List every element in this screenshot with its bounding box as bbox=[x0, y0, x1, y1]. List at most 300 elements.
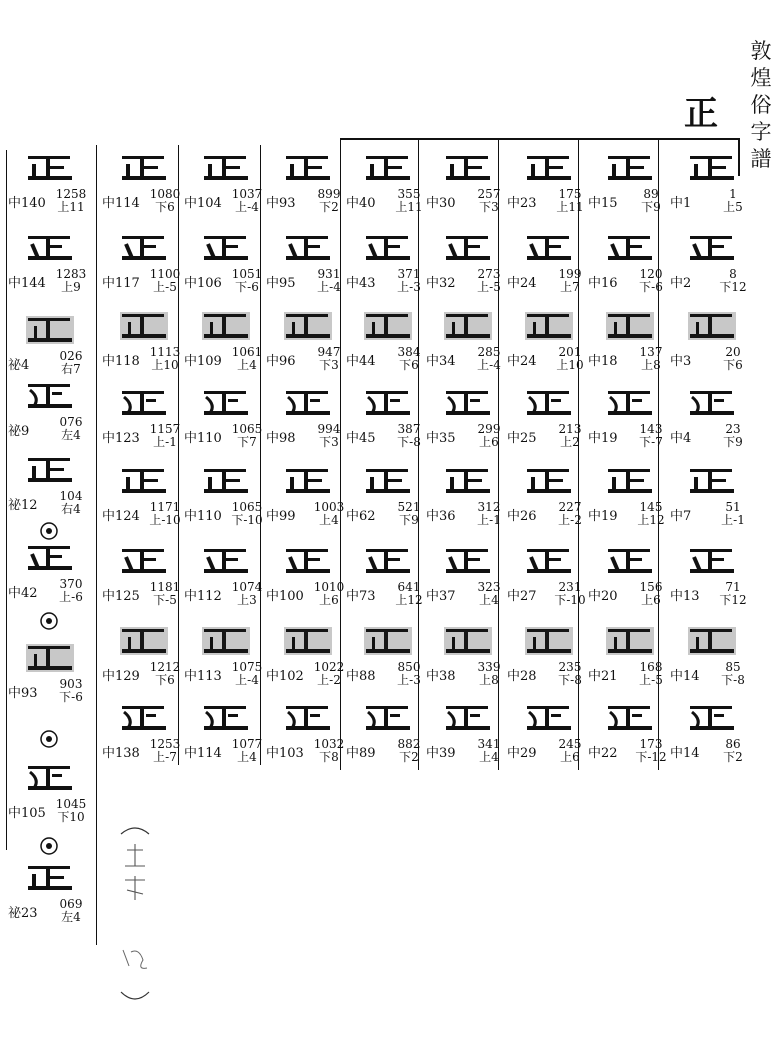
glyph-entry bbox=[102, 230, 184, 306]
glyph-entry bbox=[426, 385, 508, 461]
source-reference bbox=[588, 268, 670, 298]
source-reference bbox=[184, 501, 266, 531]
line-number: 641 bbox=[397, 580, 421, 594]
position-code: 左4 bbox=[61, 428, 81, 442]
location-number bbox=[716, 661, 750, 687]
line-number: 1045 bbox=[55, 797, 87, 811]
manuscript-id: 中22 bbox=[588, 746, 618, 761]
variant-glyph-image bbox=[358, 150, 416, 184]
source-reference bbox=[588, 581, 670, 611]
manuscript-id: 中105 bbox=[8, 806, 46, 821]
position-code: 下-6 bbox=[59, 690, 83, 704]
manuscript-id: 中109 bbox=[184, 354, 222, 369]
line-number: 339 bbox=[477, 660, 501, 674]
source-reference bbox=[8, 268, 90, 298]
manuscript-id: 中93 bbox=[266, 196, 296, 211]
location-number bbox=[716, 268, 750, 294]
column-rule bbox=[6, 150, 7, 850]
location-number bbox=[54, 350, 88, 376]
manuscript-id: 中3 bbox=[670, 354, 692, 369]
variant-glyph-image bbox=[438, 308, 496, 342]
source-reference bbox=[426, 346, 508, 376]
source-reference bbox=[426, 268, 508, 298]
variant-glyph-image bbox=[438, 543, 496, 577]
position-code: 下-12 bbox=[635, 750, 667, 764]
position-code: 上4 bbox=[237, 750, 257, 764]
glyph-entry bbox=[507, 700, 589, 776]
source-reference bbox=[8, 490, 90, 520]
glyph-entry bbox=[670, 623, 752, 699]
location-number bbox=[472, 346, 506, 372]
location-number bbox=[392, 423, 426, 449]
line-number: 120 bbox=[639, 267, 663, 281]
position-code: 上11 bbox=[57, 200, 85, 214]
variant-glyph-image bbox=[358, 230, 416, 264]
location-number bbox=[392, 661, 426, 687]
source-reference bbox=[507, 268, 589, 298]
variant-glyph-image bbox=[358, 308, 416, 342]
location-number bbox=[230, 501, 264, 527]
glyph-entry bbox=[670, 385, 752, 461]
location-number bbox=[312, 581, 346, 607]
line-number: 931 bbox=[317, 267, 341, 281]
glyph-entry bbox=[346, 230, 428, 306]
location-number bbox=[472, 268, 506, 294]
position-code: 下8 bbox=[319, 750, 339, 764]
position-code: 下-5 bbox=[153, 593, 177, 607]
glyph-entry bbox=[184, 623, 266, 699]
manuscript-id: 中95 bbox=[266, 276, 296, 291]
position-code: 下3 bbox=[479, 200, 499, 214]
source-reference bbox=[8, 188, 90, 218]
variant-glyph-image bbox=[196, 150, 254, 184]
location-number bbox=[716, 581, 750, 607]
source-reference bbox=[670, 501, 752, 531]
line-number: 882 bbox=[397, 737, 421, 751]
position-code: 下12 bbox=[719, 280, 747, 294]
line-number: 175 bbox=[558, 187, 582, 201]
glyph-entry bbox=[670, 230, 752, 306]
source-reference bbox=[588, 188, 670, 218]
source-reference bbox=[184, 423, 266, 453]
manuscript-id: 中102 bbox=[266, 669, 304, 684]
location-number bbox=[392, 268, 426, 294]
manuscript-id: 祕23 bbox=[8, 906, 38, 921]
glyph-entry bbox=[266, 230, 348, 306]
source-reference bbox=[184, 346, 266, 376]
glyph-entry bbox=[588, 150, 670, 226]
variant-glyph-image bbox=[114, 150, 172, 184]
line-number: 1171 bbox=[149, 500, 181, 514]
line-number: 23 bbox=[725, 422, 741, 436]
source-reference bbox=[102, 188, 184, 218]
manuscript-id: 中43 bbox=[346, 276, 376, 291]
glyph-entry bbox=[102, 700, 184, 776]
source-reference bbox=[8, 798, 90, 828]
source-reference bbox=[346, 188, 428, 218]
location-number bbox=[553, 423, 587, 449]
location-number bbox=[472, 738, 506, 764]
source-reference bbox=[8, 350, 90, 380]
source-reference bbox=[266, 188, 348, 218]
manuscript-id: 中32 bbox=[426, 276, 456, 291]
line-number: 903 bbox=[59, 677, 83, 691]
position-code: 上8 bbox=[641, 358, 661, 372]
location-number bbox=[148, 268, 182, 294]
manuscript-id: 中19 bbox=[588, 509, 618, 524]
location-number bbox=[634, 188, 668, 214]
position-code: 上11 bbox=[395, 200, 423, 214]
location-number bbox=[392, 501, 426, 527]
line-number: 20 bbox=[725, 345, 741, 359]
location-number bbox=[553, 661, 587, 687]
variant-glyph-image bbox=[519, 700, 577, 734]
source-reference bbox=[266, 346, 348, 376]
location-number bbox=[392, 738, 426, 764]
position-code: 下2 bbox=[723, 750, 743, 764]
glyph-entry bbox=[588, 463, 670, 539]
manuscript-id: 中73 bbox=[346, 589, 376, 604]
variant-glyph-image bbox=[114, 623, 172, 657]
line-number: 521 bbox=[397, 500, 421, 514]
glyph-entry bbox=[266, 463, 348, 539]
manuscript-id: 中28 bbox=[507, 669, 537, 684]
variant-glyph-image bbox=[20, 230, 78, 264]
line-number: 145 bbox=[639, 500, 663, 514]
manuscript-id: 中29 bbox=[507, 746, 537, 761]
position-code: 上-5 bbox=[153, 280, 177, 294]
manuscript-id: 中44 bbox=[346, 354, 376, 369]
variant-glyph-image bbox=[114, 700, 172, 734]
variant-glyph-image bbox=[600, 463, 658, 497]
position-code: 上-4 bbox=[235, 673, 259, 687]
variant-glyph-image bbox=[600, 623, 658, 657]
variant-glyph-image bbox=[600, 700, 658, 734]
manuscript-id: 中25 bbox=[507, 431, 537, 446]
glyph-entry bbox=[507, 308, 589, 384]
line-number: 89 bbox=[643, 187, 659, 201]
glyph-entry bbox=[507, 150, 589, 226]
source-reference bbox=[266, 581, 348, 611]
line-number: 026 bbox=[59, 349, 83, 363]
variant-glyph-image bbox=[519, 543, 577, 577]
line-number: 85 bbox=[725, 660, 741, 674]
position-code: 上-4 bbox=[235, 200, 259, 214]
source-reference bbox=[426, 423, 508, 453]
line-number: 245 bbox=[558, 737, 582, 751]
glyph-entry bbox=[102, 385, 184, 461]
location-number bbox=[716, 501, 750, 527]
manuscript-id: 中96 bbox=[266, 354, 296, 369]
manuscript-id: 中113 bbox=[184, 669, 222, 684]
location-number bbox=[148, 661, 182, 687]
source-reference bbox=[346, 738, 428, 768]
source-reference bbox=[102, 661, 184, 691]
position-code: 上9 bbox=[61, 280, 81, 294]
variant-glyph-image bbox=[278, 230, 336, 264]
column-rule bbox=[96, 145, 97, 945]
source-reference bbox=[8, 416, 90, 446]
line-number: 1061 bbox=[231, 345, 263, 359]
glyph-entry bbox=[346, 623, 428, 699]
variant-glyph-image bbox=[358, 463, 416, 497]
glyph-entry bbox=[8, 860, 90, 936]
position-code: 上4 bbox=[479, 593, 499, 607]
position-code: 上4 bbox=[237, 358, 257, 372]
glyph-entry bbox=[346, 150, 428, 226]
variant-glyph-image bbox=[600, 385, 658, 419]
line-number: 104 bbox=[59, 489, 83, 503]
location-number bbox=[392, 188, 426, 214]
manuscript-id: 中35 bbox=[426, 431, 456, 446]
variant-glyph-image bbox=[278, 463, 336, 497]
line-number: 387 bbox=[397, 422, 421, 436]
variant-glyph-image bbox=[20, 640, 78, 674]
glyph-entry bbox=[102, 463, 184, 539]
variant-glyph-image bbox=[20, 860, 78, 894]
manuscript-id: 中4 bbox=[670, 431, 692, 446]
manuscript-id: 中138 bbox=[102, 746, 140, 761]
location-number bbox=[716, 346, 750, 372]
position-code: 上-4 bbox=[317, 280, 341, 294]
manuscript-id: 中99 bbox=[266, 509, 296, 524]
line-number: 1022 bbox=[313, 660, 345, 674]
manuscript-id: 中38 bbox=[426, 669, 456, 684]
manuscript-id: 中13 bbox=[670, 589, 700, 604]
location-number bbox=[634, 738, 668, 764]
variant-glyph-image bbox=[114, 463, 172, 497]
variant-glyph-image bbox=[600, 230, 658, 264]
glyph-entry bbox=[588, 700, 670, 776]
manuscript-id: 中27 bbox=[507, 589, 537, 604]
manuscript-id: 中104 bbox=[184, 196, 222, 211]
line-number: 1003 bbox=[313, 500, 345, 514]
manuscript-id: 中89 bbox=[346, 746, 376, 761]
manuscript-id: 中144 bbox=[8, 276, 46, 291]
variant-glyph-image bbox=[358, 385, 416, 419]
line-number: 899 bbox=[317, 187, 341, 201]
line-number: 235 bbox=[558, 660, 582, 674]
location-number bbox=[54, 578, 88, 604]
location-number bbox=[553, 268, 587, 294]
line-number: 51 bbox=[725, 500, 741, 514]
source-reference bbox=[346, 423, 428, 453]
variant-glyph-image bbox=[438, 463, 496, 497]
location-number bbox=[553, 346, 587, 372]
glyph-entry bbox=[184, 700, 266, 776]
line-number: 076 bbox=[59, 415, 83, 429]
handwritten-annotation bbox=[113, 820, 157, 1010]
variant-glyph-image bbox=[20, 540, 78, 574]
line-number: 947 bbox=[317, 345, 341, 359]
source-reference bbox=[670, 738, 752, 768]
manuscript-id: 中117 bbox=[102, 276, 140, 291]
source-reference bbox=[184, 581, 266, 611]
glyph-entry bbox=[588, 230, 670, 306]
glyph-entry bbox=[184, 543, 266, 619]
line-number: 156 bbox=[639, 580, 663, 594]
location-number bbox=[148, 581, 182, 607]
glyph-entry bbox=[8, 760, 90, 836]
location-number bbox=[392, 581, 426, 607]
glyph-entry bbox=[8, 640, 90, 716]
glyph-entry bbox=[102, 543, 184, 619]
position-code: 下3 bbox=[319, 358, 339, 372]
position-code: 下-10 bbox=[554, 593, 586, 607]
glyph-entry bbox=[266, 150, 348, 226]
manuscript-id: 中114 bbox=[184, 746, 222, 761]
book-title: 敦煌俗字譜 bbox=[750, 39, 772, 171]
location-number bbox=[148, 346, 182, 372]
glyph-entry bbox=[266, 308, 348, 384]
top-rule bbox=[340, 138, 740, 140]
variant-glyph-image bbox=[20, 150, 78, 184]
variant-glyph-image bbox=[20, 378, 78, 412]
source-reference bbox=[507, 188, 589, 218]
position-code: 上10 bbox=[556, 358, 584, 372]
position-code: 下-8 bbox=[558, 673, 582, 687]
position-code: 下9 bbox=[399, 513, 419, 527]
location-number bbox=[634, 501, 668, 527]
headword: 正 bbox=[684, 94, 718, 134]
variant-glyph-image bbox=[278, 150, 336, 184]
line-number: 137 bbox=[639, 345, 663, 359]
location-number bbox=[230, 661, 264, 687]
position-code: 上12 bbox=[395, 593, 423, 607]
variant-glyph-image bbox=[519, 150, 577, 184]
variant-glyph-image bbox=[682, 700, 740, 734]
source-reference bbox=[266, 501, 348, 531]
position-code: 下6 bbox=[155, 200, 175, 214]
position-code: 下10 bbox=[57, 810, 85, 824]
variant-glyph-image bbox=[519, 463, 577, 497]
position-code: 上10 bbox=[151, 358, 179, 372]
glyph-entry bbox=[426, 623, 508, 699]
position-code: 上6 bbox=[319, 593, 339, 607]
glyph-entry bbox=[184, 463, 266, 539]
variant-glyph-image bbox=[600, 150, 658, 184]
manuscript-id: 中98 bbox=[266, 431, 296, 446]
circle-mark-icon bbox=[38, 520, 60, 542]
source-reference bbox=[588, 501, 670, 531]
manuscript-id: 中100 bbox=[266, 589, 304, 604]
manuscript-id: 中45 bbox=[346, 431, 376, 446]
variant-glyph-image bbox=[196, 308, 254, 342]
manuscript-id: 中118 bbox=[102, 354, 140, 369]
glyph-entry bbox=[184, 150, 266, 226]
source-reference bbox=[184, 738, 266, 768]
variant-glyph-image bbox=[114, 543, 172, 577]
position-code: 上-4 bbox=[477, 358, 501, 372]
variant-glyph-image bbox=[438, 230, 496, 264]
position-code: 下6 bbox=[399, 358, 419, 372]
line-number: 1113 bbox=[149, 345, 181, 359]
position-code: 上-3 bbox=[397, 280, 421, 294]
location-number bbox=[634, 268, 668, 294]
location-number bbox=[148, 738, 182, 764]
glyph-entry bbox=[670, 700, 752, 776]
position-code: 上2 bbox=[560, 435, 580, 449]
source-reference bbox=[346, 581, 428, 611]
position-code: 下-6 bbox=[639, 280, 663, 294]
line-number: 1080 bbox=[149, 187, 181, 201]
glyph-entry bbox=[588, 623, 670, 699]
line-number: 384 bbox=[397, 345, 421, 359]
position-code: 下2 bbox=[399, 750, 419, 764]
location-number bbox=[716, 423, 750, 449]
location-number bbox=[312, 423, 346, 449]
glyph-entry bbox=[507, 230, 589, 306]
line-number: 1051 bbox=[231, 267, 263, 281]
glyph-entry bbox=[507, 463, 589, 539]
location-number bbox=[472, 188, 506, 214]
line-number: 201 bbox=[558, 345, 582, 359]
source-reference bbox=[346, 346, 428, 376]
source-reference bbox=[266, 661, 348, 691]
variant-glyph-image bbox=[20, 452, 78, 486]
variant-glyph-image bbox=[519, 623, 577, 657]
source-reference bbox=[588, 423, 670, 453]
glyph-entry bbox=[426, 308, 508, 384]
position-code: 上-1 bbox=[477, 513, 501, 527]
line-number: 371 bbox=[397, 267, 421, 281]
variant-glyph-image bbox=[20, 760, 78, 794]
manuscript-id: 中129 bbox=[102, 669, 140, 684]
variant-glyph-image bbox=[358, 700, 416, 734]
location-number bbox=[472, 501, 506, 527]
glyph-entry bbox=[8, 312, 90, 388]
manuscript-id: 中110 bbox=[184, 509, 222, 524]
manuscript-id: 中20 bbox=[588, 589, 618, 604]
variant-glyph-image bbox=[278, 623, 336, 657]
location-number bbox=[472, 581, 506, 607]
glyph-entry bbox=[588, 543, 670, 619]
source-reference bbox=[670, 661, 752, 691]
glyph-entry bbox=[507, 385, 589, 461]
variant-glyph-image bbox=[682, 385, 740, 419]
circle-mark-icon bbox=[38, 610, 60, 632]
manuscript-id: 中24 bbox=[507, 354, 537, 369]
location-number bbox=[54, 798, 88, 824]
location-number bbox=[312, 501, 346, 527]
variant-glyph-image bbox=[196, 230, 254, 264]
location-number bbox=[312, 346, 346, 372]
line-number: 227 bbox=[558, 500, 582, 514]
glyph-entry bbox=[102, 150, 184, 226]
line-number: 1010 bbox=[313, 580, 345, 594]
glyph-entry bbox=[8, 150, 90, 226]
line-number: 069 bbox=[59, 897, 83, 911]
manuscript-id: 中110 bbox=[184, 431, 222, 446]
circle-mark-icon bbox=[38, 728, 60, 750]
glyph-entry bbox=[346, 700, 428, 776]
manuscript-id: 中36 bbox=[426, 509, 456, 524]
position-code: 下6 bbox=[723, 358, 743, 372]
glyph-entry bbox=[184, 385, 266, 461]
location-number bbox=[634, 581, 668, 607]
location-number bbox=[634, 423, 668, 449]
manuscript-id: 中93 bbox=[8, 686, 38, 701]
position-code: 上8 bbox=[479, 673, 499, 687]
position-code: 下6 bbox=[155, 673, 175, 687]
position-code: 上-3 bbox=[397, 673, 421, 687]
source-reference bbox=[507, 661, 589, 691]
location-number bbox=[230, 268, 264, 294]
variant-glyph-image bbox=[358, 543, 416, 577]
position-code: 上6 bbox=[479, 435, 499, 449]
location-number bbox=[54, 268, 88, 294]
glyph-entry bbox=[266, 700, 348, 776]
